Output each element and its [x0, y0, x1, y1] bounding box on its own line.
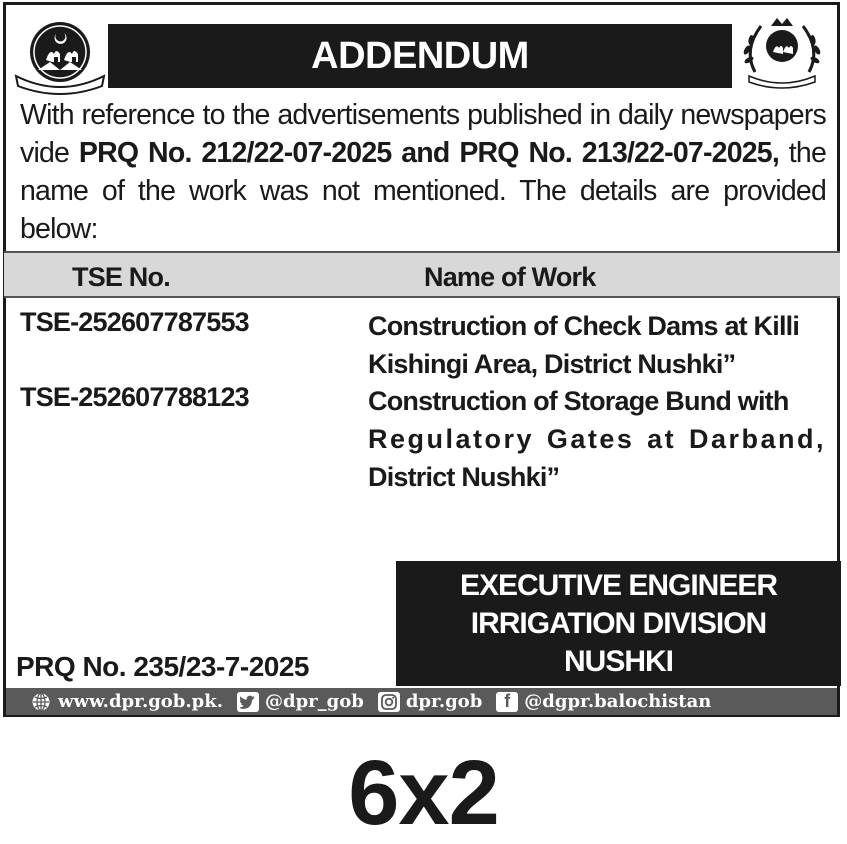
intro-text-start: With reference to the advertisements published in daily newspapers vide [20, 99, 826, 169]
intro-paragraph [20, 96, 826, 248]
work-name-line: District Nushki” [368, 462, 560, 492]
globe-icon [30, 692, 52, 712]
signature-division: IRRIGATION DIVISION [470, 606, 767, 640]
column-header-tse: TSE No. [72, 262, 170, 292]
tse-number: TSE-252607788123 [20, 382, 249, 412]
government-of-balochistan-emblem-icon [10, 12, 106, 96]
ad-size-label: 6x2 [348, 742, 499, 844]
twitter-icon [237, 692, 259, 712]
footer-instagram-text: dpr.gob [405, 691, 483, 712]
intro-and: and [391, 137, 460, 169]
signature-block [396, 561, 841, 686]
instagram-icon [378, 692, 400, 712]
footer-contact-bar [6, 688, 837, 715]
facebook-icon: f [496, 692, 518, 712]
prq-reference-1: PRQ No. 212/22-07-2025 [78, 137, 392, 169]
work-name [368, 307, 826, 383]
footer-website-text: www.dpr.gob.pk. [58, 691, 223, 712]
prq-number: PRQ No. 235/23-7-2025 [16, 651, 309, 682]
work-name [368, 382, 826, 496]
work-name-line: Regulatory Gates at Darband, [368, 424, 826, 454]
footer-instagram [378, 691, 482, 712]
table-header [4, 251, 840, 298]
work-name-line: Construction of Storage Bund with [368, 386, 789, 416]
column-header-work: Name of Work [424, 262, 596, 292]
addendum-title: ADDENDUM [108, 24, 732, 88]
footer-facebook-text: @dgpr.balochistan [524, 691, 712, 712]
dgpr-balochistan-wreath-emblem-icon [733, 14, 831, 90]
footer-twitter [237, 691, 364, 712]
signature-location: NUSHKI [563, 644, 673, 678]
tse-number: TSE-252607787553 [20, 307, 249, 337]
work-name-line: Kishingi Area, District Nushki” [368, 349, 736, 379]
signature-designation: EXECUTIVE ENGINEER [459, 568, 778, 602]
prq-reference-2: PRQ No. 213/22-07-2025, [459, 137, 779, 169]
intro-text-end: the name of the work was not mentioned. The details are provided below: [20, 137, 826, 245]
footer-facebook [496, 691, 711, 712]
footer-website [30, 691, 223, 712]
work-name-line: Construction of Check Dams at Killi [368, 311, 800, 341]
footer-twitter-text: @dpr_gob [264, 691, 364, 712]
